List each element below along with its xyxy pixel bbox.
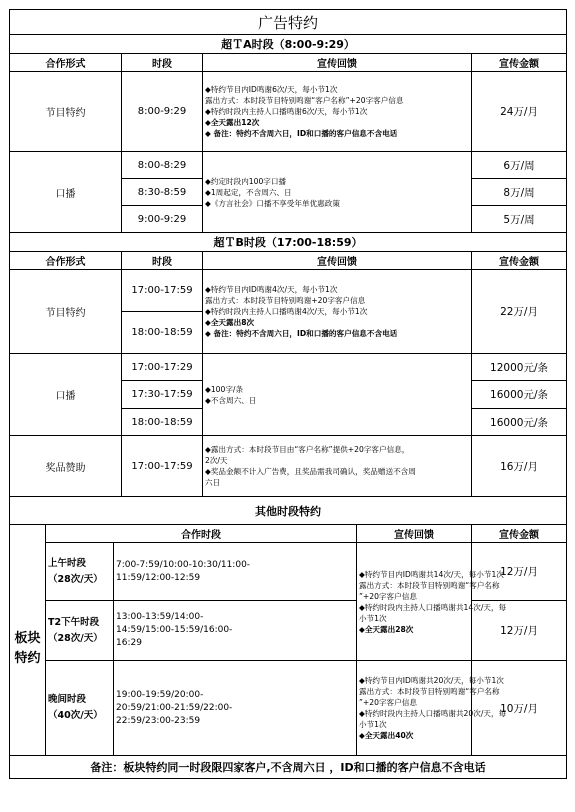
header-time: 时段 xyxy=(122,54,203,72)
slot-times xyxy=(114,543,357,601)
feedback-line: ◆全天露出28次 xyxy=(359,624,414,634)
feedback-line: ◆特约节目内ID鸣谢共14次/天，每小节1次 xyxy=(359,569,504,579)
feedback-line: 2次/天 xyxy=(205,456,228,465)
slot-label-line: 晚间时段 xyxy=(48,694,87,705)
feedback-cell xyxy=(203,354,472,436)
slot-label-line: T2下午时段 xyxy=(48,616,100,628)
feedback-line: 露出方式：本时段节目特别鸣谢“客户名称 xyxy=(359,580,500,590)
feedback-line: ◆ 备注：特约不含周六日，ID和口播的客户信息不含电话 xyxy=(205,129,398,138)
footer-note: 备注：板块特约同一时段限四家客户,不含周六日 ，ID和口播的客户信息不含电话 xyxy=(10,756,567,779)
section-c-title: 其他时段特约 xyxy=(10,497,567,525)
slot-label xyxy=(46,601,114,661)
feedback-cell xyxy=(203,436,472,497)
slot-line: 7:00-7:59/10:00-10:30/11:00- xyxy=(116,559,251,570)
price-cell: 8万/周 xyxy=(472,179,567,206)
feedback-line: 小节1次 xyxy=(359,720,387,729)
slot-label-line: （28次/天） xyxy=(48,632,103,644)
feedback-line: ◆全天露出8次 xyxy=(205,318,255,327)
feedback-line: 露出方式：本时段节目特别鸣谢“客户名称”+20字客户信息 xyxy=(205,96,404,105)
feedback-line: 六日 xyxy=(205,478,221,487)
price-cell: 12000元/条 xyxy=(472,354,567,381)
header-feedback: 宣传回馈 xyxy=(357,525,472,543)
feedback-cell xyxy=(203,270,472,354)
slot-line: 22:59/23:00-23:59 xyxy=(116,715,201,726)
slot-times xyxy=(114,601,357,661)
slot-line: 14:59/15:00-15:59/16:00- xyxy=(116,625,233,635)
feedback-line: 露出方式：本时段节目特别鸣谢“客户名称 xyxy=(359,687,500,696)
slot-times xyxy=(114,661,357,756)
slot-label-line: （28次/天） xyxy=(48,573,103,585)
feedback-line: ◆特约时段内主持人口播鸣谢6次/天，每小节1次 xyxy=(205,107,368,116)
slot-line: 11:59/12:00-12:59 xyxy=(116,572,201,583)
price-cell: 16万/月 xyxy=(472,436,567,497)
price-cell: 12万/月 xyxy=(472,601,567,661)
feedback-line: ◆不含周六、日 xyxy=(205,395,257,405)
group-label-line: 特约 xyxy=(14,650,41,666)
feedback-line: ”+20字客户信息 xyxy=(359,698,417,707)
header-price: 宣传金额 xyxy=(472,252,567,270)
group-label xyxy=(10,543,46,756)
header-time: 时段 xyxy=(122,252,203,270)
time-cell: 17:00-17:29 xyxy=(122,354,203,381)
feedback-line: 小节1次 xyxy=(359,613,387,623)
slot-label xyxy=(46,661,114,756)
form-cell: 口播 xyxy=(10,152,122,233)
feedback-line: ◆特约时段内主持人口播鸣谢共14次/天，每 xyxy=(359,602,507,612)
feedback-line: ◆全天露出40次 xyxy=(359,731,414,740)
slot-line: 13:00-13:59/14:00- xyxy=(116,612,204,622)
price-cell: 16000元/条 xyxy=(472,381,567,409)
page-title: 广告特约 xyxy=(10,10,567,35)
feedback-cell xyxy=(357,543,507,661)
price-cell: 22万/月 xyxy=(472,270,567,354)
price-cell: 24万/月 xyxy=(472,72,567,152)
feedback-line: ”+20字客户信息 xyxy=(359,591,417,601)
group-spacer xyxy=(10,525,46,543)
slot-label-line: 上午时段 xyxy=(48,557,87,569)
price-cell: 5万/周 xyxy=(472,206,567,233)
feedback-cell xyxy=(203,72,472,152)
header-form: 合作形式 xyxy=(10,54,122,72)
section-a-title: 超ＴA时段（8:00-9:29） xyxy=(10,35,567,54)
slot-line: 16:29 xyxy=(116,638,142,648)
header-form: 合作形式 xyxy=(10,252,122,270)
feedback-line: ◆特约节目内ID鸣谢6次/天，每小节1次 xyxy=(205,85,338,94)
feedback-line: ◆全天露出12次 xyxy=(205,118,260,127)
header-feedback: 宣传回馈 xyxy=(203,252,472,270)
time-cell: 18:00-18:59 xyxy=(122,312,203,354)
price-cell: 12万/月 xyxy=(472,543,567,601)
header-price: 宣传金额 xyxy=(472,54,567,72)
feedback-line: ◆特约时段内主持人口播鸣谢4次/天，每小节1次 xyxy=(205,307,368,316)
feedback-line: ◆1周起定，不含周六、日 xyxy=(205,187,292,197)
time-cell: 17:00-17:59 xyxy=(122,270,203,312)
slot-line: 20:59/21:00-21:59/22:00- xyxy=(116,702,233,713)
time-cell: 8:30-8:59 xyxy=(122,179,203,206)
feedback-line: ◆特约时段内主持人口播鸣谢共20次/天，每 xyxy=(359,709,507,718)
form-cell: 节目特约 xyxy=(10,270,122,354)
price-cell: 6万/周 xyxy=(472,152,567,179)
group-label-line: 板块 xyxy=(14,630,41,646)
feedback-line: ◆ 备注：特约不含周六日，ID和口播的客户信息不含电话 xyxy=(205,329,398,338)
header-price: 宣传金额 xyxy=(472,525,567,543)
feedback-line: ◆约定时段内100字口播 xyxy=(205,176,287,186)
price-cell: 10万/月 xyxy=(472,661,567,756)
feedback-line: ◆特约节目内ID鸣谢共20次/天，每小节1次 xyxy=(359,676,504,685)
feedback-cell xyxy=(357,661,507,756)
slot-label xyxy=(46,543,114,601)
feedback-cell xyxy=(203,152,472,233)
price-cell: 16000元/条 xyxy=(472,409,567,436)
feedback-line: 露出方式：本时段节目特别鸣谢+20字客户信息 xyxy=(205,296,366,305)
form-cell: 口播 xyxy=(10,354,122,436)
feedback-line: ◆特约节目内ID鸣谢4次/天，每小节1次 xyxy=(205,285,338,294)
time-cell: 8:00-8:29 xyxy=(122,152,203,179)
form-cell: 奖品赞助 xyxy=(10,436,122,497)
slot-label-line: （40次/天） xyxy=(48,710,103,721)
feedback-line: ◆《方言社会》口播不享受年单优惠政策 xyxy=(205,198,340,208)
header-feedback: 宣传回馈 xyxy=(203,54,472,72)
time-cell: 17:30-17:59 xyxy=(122,381,203,409)
slot-line: 19:00-19:59/20:00- xyxy=(116,689,204,700)
rate-card xyxy=(9,9,566,779)
time-cell: 8:00-9:29 xyxy=(122,72,203,152)
time-cell: 17:00-17:59 xyxy=(122,436,203,497)
time-cell: 9:00-9:29 xyxy=(122,206,203,233)
header-slot: 合作时段 xyxy=(46,525,357,543)
time-cell: 18:00-18:59 xyxy=(122,409,203,436)
feedback-line: ◆奖品金额不计入广告费，且奖品需我司确认，奖品赠送不含周 xyxy=(205,467,416,476)
section-b-title: 超ＴB时段（17:00-18:59） xyxy=(10,233,567,252)
feedback-line: ◆100字/条 xyxy=(205,384,244,394)
form-cell: 节目特约 xyxy=(10,72,122,152)
rate-table xyxy=(9,9,567,779)
feedback-line: ◆露出方式：本时段节目由“客户名称”提供+20字客户信息， xyxy=(205,445,410,454)
